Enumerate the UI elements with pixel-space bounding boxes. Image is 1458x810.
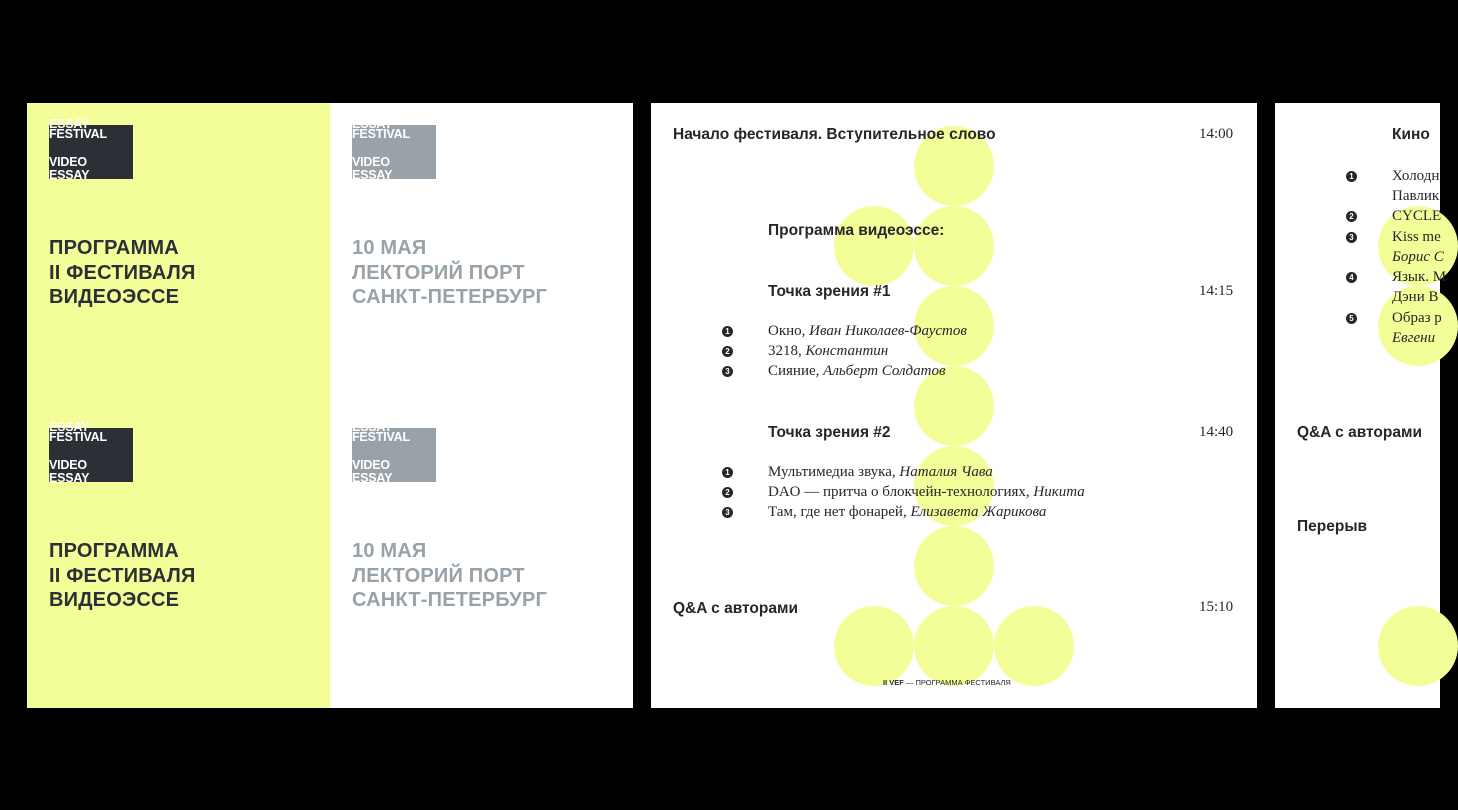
program-panel — [651, 103, 1257, 708]
opening-time: 14:00 — [1199, 126, 1234, 142]
item-number-icon: 1 — [722, 326, 733, 337]
list-item-author: Евгени — [1392, 330, 1436, 346]
festival-logo: ESSAY FESTIVAL VIDEO ESSAY — [49, 125, 133, 179]
page-footer: II VEF — ПРОГРАММА ФЕСТИВАЛЯ — [883, 678, 1011, 687]
list-item-author: Павлик — [1392, 188, 1440, 204]
decor-circle — [834, 606, 914, 686]
cover-info: 10 МАЯ ЛЕКТОРИЙ ПОРТ САНКТ-ПЕТЕРБУРГ — [352, 540, 548, 611]
list-item: Язык. М — [1392, 269, 1447, 285]
list-item: Сияние, Альберт Солдатов — [768, 363, 946, 379]
list-item: Образ р — [1392, 310, 1442, 326]
cover-title: ПРОГРАММА II ФЕСТИВАЛЯ ВИДЕОЭССЕ — [49, 237, 196, 308]
list-item: Kiss me — [1392, 229, 1441, 245]
decor-circle — [914, 526, 994, 606]
item-number-icon: 1 — [722, 467, 733, 478]
item-number-icon: 4 — [1346, 272, 1357, 283]
block1-label: Точка зрения #1 — [768, 283, 891, 300]
item-number-icon: 2 — [722, 487, 733, 498]
decor-circle — [914, 206, 994, 286]
block2-time: 14:40 — [1199, 424, 1234, 440]
cover-title: ПРОГРАММА II ФЕСТИВАЛЯ ВИДЕОЭССЕ — [49, 540, 196, 611]
item-number-icon: 3 — [722, 507, 733, 518]
break-label: Перерыв — [1297, 518, 1368, 535]
block1-time: 14:15 — [1199, 283, 1234, 299]
decor-circle — [914, 606, 994, 686]
list-item-author: Дэни В — [1392, 289, 1439, 305]
cover-info: 10 МАЯ ЛЕКТОРИЙ ПОРТ САНКТ-ПЕТЕРБУРГ — [352, 237, 548, 308]
qa-label: Q&A с авторами — [1297, 424, 1422, 441]
item-number-icon: 3 — [1346, 232, 1357, 243]
list-item: Холодн — [1392, 168, 1440, 184]
item-number-icon: 2 — [1346, 211, 1357, 222]
qa-label: Q&A с авторами — [673, 600, 798, 617]
festival-logo: ESSAY FESTIVAL VIDEO ESSAY — [49, 428, 133, 482]
videoessays-heading: Программа видеоэссе: — [768, 222, 945, 239]
decor-circle — [1378, 606, 1458, 686]
item-number-icon: 2 — [722, 346, 733, 357]
opening-label: Начало фестиваля. Вступительное слово — [673, 126, 996, 143]
item-number-icon: 1 — [1346, 171, 1357, 182]
decor-circle — [994, 606, 1074, 686]
list-item: DAO — притча о блокчейн-технологиях, Никита — [768, 484, 1085, 500]
festival-logo: ESSAY FESTIVAL VIDEO ESSAY — [352, 428, 436, 482]
list-item: Окно, Иван Николаев-Фаустов — [768, 323, 967, 339]
list-item: Мультимедиа звука, Наталия Чава — [768, 464, 993, 480]
cover-panel — [27, 103, 633, 708]
list-item: 3218, Константин — [768, 343, 889, 359]
list-item: Там, где нет фонарей, Елизавета Жарикова — [768, 504, 1047, 520]
festival-logo: ESSAY FESTIVAL VIDEO ESSAY — [352, 125, 436, 179]
program-panel-2 — [1275, 103, 1447, 708]
block2-label: Точка зрения #2 — [768, 424, 891, 441]
yellow-half — [27, 103, 330, 708]
qa-time: 15:10 — [1199, 599, 1234, 615]
list-item: CYCLE — [1392, 208, 1442, 224]
list-item-author: Борис С — [1392, 249, 1444, 265]
decor-circle — [834, 206, 914, 286]
page3-heading: Кино — [1392, 126, 1430, 143]
item-number-icon: 3 — [722, 366, 733, 377]
item-number-icon: 5 — [1346, 313, 1357, 324]
